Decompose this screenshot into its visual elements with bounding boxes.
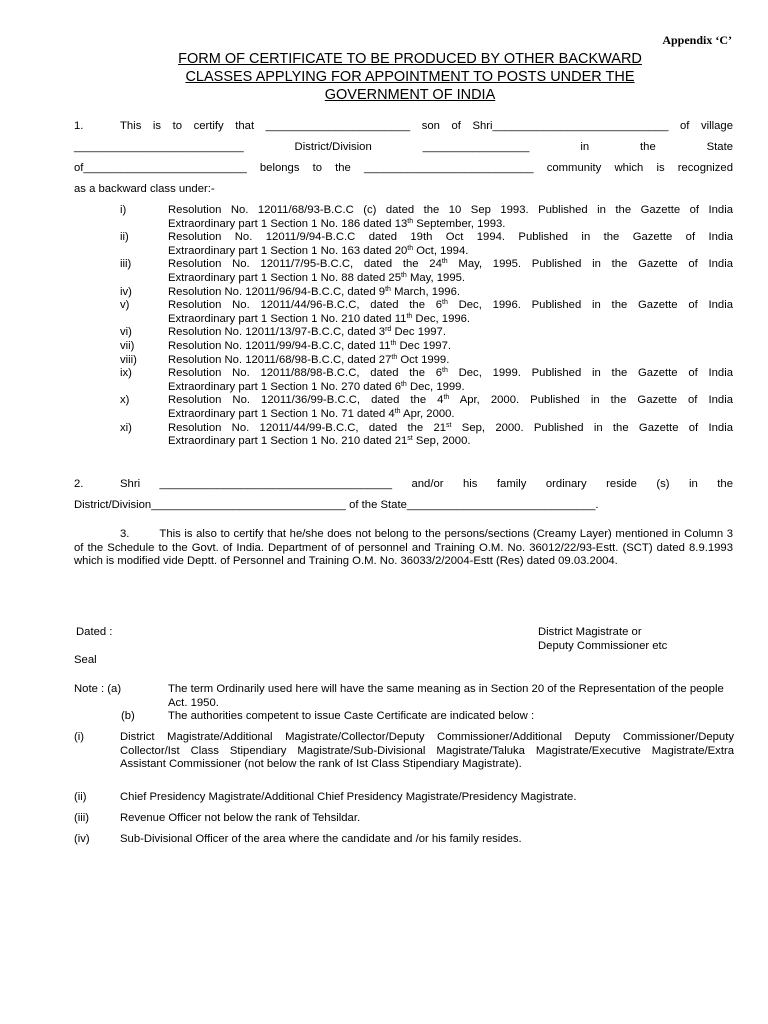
resolution-text-part: Apr, 2000. Published in the Gazette of India [449,394,733,407]
resolution-text-part: Resolution No. 12011/36/99-B.C.C, dated the 4 [168,394,444,407]
resolution-line-2 [168,218,505,230]
resolution-number: ix) [120,367,132,380]
resolution-line-1 [168,231,733,245]
resolution-number: vi) [120,326,132,339]
authority-number: (iii) [74,812,90,824]
resolution-text [168,422,733,449]
para2-number: 2. [74,478,84,490]
resolution-text-part: Sep, 2000. Published in the Gazette of India [451,421,733,434]
note-a-text: The term Ordinarily used here will have the same meaning as in Section 20 of the Representation of the people Act. 1950. [168,683,724,709]
resolution-number: ii) [120,231,129,244]
resolution-text-part: Resolution No. 12011/44/96-B.C.C, dated the 6 [168,299,443,312]
resolution-superscript: th [394,407,401,415]
resolution-text-part: Resolution No. 12011/9/94-B.C.C dated 19th Oct 1994. Published in the Gazette of India [168,231,733,244]
note-b [74,710,734,724]
para1-line-1: This is to certify that _______________________ son of Shri____________________________ of village [120,120,733,132]
para3-number: 3. [120,528,130,540]
resolution-item [120,394,733,421]
resolution-superscript: th [407,244,414,252]
para3-text [74,528,733,569]
resolution-item [120,326,733,340]
resolution-line-1 [168,367,733,381]
resolution-text-part: Resolution No. 12011/13/97-B.C.C, dated 3 [168,326,386,339]
resolution-text [168,204,733,231]
resolution-superscript: th [441,258,448,266]
resolution-list [120,204,733,449]
resolution-line-1 [168,394,733,408]
para1-number: 1. [74,120,84,132]
resolution-line-1 [168,299,733,313]
resolution-text-part: Extraordinary part 1 Section 1 No. 270 dated 6 [168,380,401,393]
resolution-superscript: th [407,217,414,225]
resolution-text-part: Sep, 2000. [412,435,471,448]
page-title [60,50,760,104]
resolution-number: vii) [120,339,135,352]
resolution-superscript: th [406,312,413,320]
resolution-text-part: Extraordinary part 1 Section 1 No. 210 dated 11 [168,312,407,325]
resolution-text [168,299,733,326]
resolution-text [168,340,733,354]
note-a [74,683,734,710]
resolution-text-part: March, 1996. [390,285,461,298]
resolution-superscript: th [391,353,398,361]
resolution-text [168,367,733,394]
resolution-number: v) [120,299,130,312]
seal-label: Seal [74,654,97,666]
resolution-text-part: Dec, 1996. Published in the Gazette of India [447,299,734,312]
title-line-2: CLASSES APPLYING FOR APPOINTMENT TO POSTS UNDER THE [185,69,635,85]
para1-line-3: of__________________________ belongs to the ___________________________ community which is recognized [74,162,733,174]
resolution-text-part: Dec 1997. [391,326,446,339]
resolution-text-part: Extraordinary part 1 Section 1 No. 71 dated 4 [168,407,395,420]
resolution-superscript: st [446,421,452,429]
resolution-superscript: th [385,285,391,293]
resolution-text-part: Dec, 1999. [406,380,465,393]
resolution-text-part: Extraordinary part 1 Section 1 No. 210 dated 21 [168,435,408,448]
resolution-number: i) [120,204,127,216]
resolution-number: iii) [120,258,132,271]
resolution-text [168,231,733,258]
resolution-number: x) [120,394,130,407]
resolution-item [120,204,733,231]
resolution-text-part: Extraordinary part 1 Section 1 No. 88 dated 25 [168,271,401,284]
resolution-number: xi) [120,421,132,434]
resolution-superscript: th [442,367,448,375]
resolution-line-2 [168,272,465,284]
resolution-text-part: September, 1993. [413,217,506,230]
authority-text: District Magistrate/Additional Magistrate/Collector/Deputy Commissioner/Additional Deputy Commissioner/Deputy Collector/Ist Class Stipendiary Magistrate/Sub-Divisional Magistrate/Taluka Magistrate/Executive Magistrate/Extra Assistant Commissioner (not below the rank of Ist Class Stipendiary Magistrate). [120,731,734,770]
resolution-superscript: rd [385,326,392,334]
authority-number: (i) [74,731,85,743]
resolution-text-part: Extraordinary part 1 Section 1 No. 186 dated 13 [168,217,408,230]
resolution-superscript: th [390,339,397,347]
resolution-line-2 [168,408,455,420]
authority-item [74,812,734,826]
magistrate-line-2: Deputy Commissioner etc [538,640,668,652]
resolution-text-part: Dec, 1996. [412,312,471,325]
authority-item [74,833,734,847]
resolution-text [168,286,733,300]
resolution-text-part: Resolution No. 12011/7/95-B.C.C, dated the 24 [168,258,442,271]
authority-number: (iv) [74,833,90,845]
resolution-line-2 [168,381,465,393]
resolution-line-2 [168,245,468,257]
resolution-number: viii) [120,353,137,366]
resolution-item [120,258,733,285]
resolution-superscript: th [400,271,407,279]
resolution-item [120,286,733,300]
resolution-text-part: Extraordinary part 1 Section 1 No. 163 dated 20 [168,244,408,257]
resolution-superscript: th [443,394,450,402]
para2-line-2: District/Division_______________________________ of the State______________________________. [74,499,599,511]
title-line-1: FORM OF CERTIFICATE TO BE PRODUCED BY OTHER BACKWARD [178,51,642,67]
para2-line-1: Shri _____________________________________ and/or his family ordinary reside (s) in the [120,478,733,490]
appendix-label: Appendix ‘C’ [662,33,732,47]
resolution-text-part: Resolution No. 12011/99/94-B.C.C, dated 11 [168,339,391,352]
resolution-text [168,354,733,368]
authority-text: Chief Presidency Magistrate/Additional Chief Presidency Magistrate/Presidency Magistrate. [120,791,577,803]
authority-number: (ii) [74,791,87,803]
resolution-line-1 [168,204,733,218]
note-b-label: (b) [121,710,135,722]
resolution-text-part: Oct, 1994. [413,244,469,257]
resolution-line-2 [168,313,470,325]
resolution-text-part: Oct 1999. [397,353,450,366]
resolution-text-part: Resolution No. 12011/68/98-B.C.C, dated 27 [168,353,392,366]
resolution-item [120,299,733,326]
resolution-item [120,231,733,258]
resolution-text-part: Dec, 1999. Published in the Gazette of India [447,367,734,380]
resolution-text [168,394,733,421]
resolution-text-part: Apr, 2000. [400,407,455,420]
para1-line-4: as a backward class under:- [74,183,215,195]
resolution-item [120,422,733,449]
resolution-item [120,367,733,394]
note-b-text: The authorities competent to issue Caste Certificate are indicated below : [168,710,535,722]
title-line-3: GOVERNMENT OF INDIA [324,87,496,103]
authority-text: Sub-Divisional Officer of the area where the candidate and /or his family resides. [120,833,522,845]
resolution-text-part: Resolution No. 12011/68/93-B.C.C (c) dated the 10 Sep 1993. Published in the Gazette of India [168,204,733,216]
authority-item [74,791,734,805]
resolution-superscript: th [442,299,448,307]
resolution-text-part: Resolution No. 12011/44/99-B.C.C, dated the 21 [168,421,447,434]
authority-text: Revenue Officer not below the rank of Tehsildar. [120,812,361,824]
resolution-text-part: Dec 1997. [396,339,452,352]
resolution-line-2 [168,435,471,447]
resolution-superscript: th [400,380,407,388]
resolution-item [120,340,733,354]
resolution-superscript: st [407,435,413,443]
magistrate-line-1: District Magistrate or [538,626,642,638]
authority-item [74,731,734,772]
resolution-line-1 [168,258,733,272]
note-label: Note : (a) [74,683,122,695]
para3-body: This is also to certify that he/she does not belong to the persons/sections (Creamy Layer) mentioned in Column 3 of the Schedule to the Govt. of India. Department of of personnel and Training O.M. No. 36012/22/93-Estt. (SCT) dated 8.9.1993 which is modified vide Deptt. of Personnel and Training O.M. No. 36033/2/2004-Estt (Res) dated 09.03.2004. [74,528,733,568]
resolution-text-part: Resolution No. 12011/96/94-B.C.C, dated 9 [168,285,386,298]
resolution-item [120,354,733,368]
dated-label: Dated : [76,626,113,638]
resolution-text-part: May, 1995. [406,271,466,284]
resolution-text [168,258,733,285]
para1-line-2: ___________________________ District/Division _________________ in the State [74,141,733,153]
resolution-text-part: Resolution No. 12011/88/98-B.C.C, dated the 6 [168,367,443,380]
resolution-line-1 [168,422,733,436]
resolution-number: iv) [120,285,132,298]
resolution-text-part: May, 1995. Published in the Gazette of India [447,258,733,271]
resolution-text [168,326,733,340]
